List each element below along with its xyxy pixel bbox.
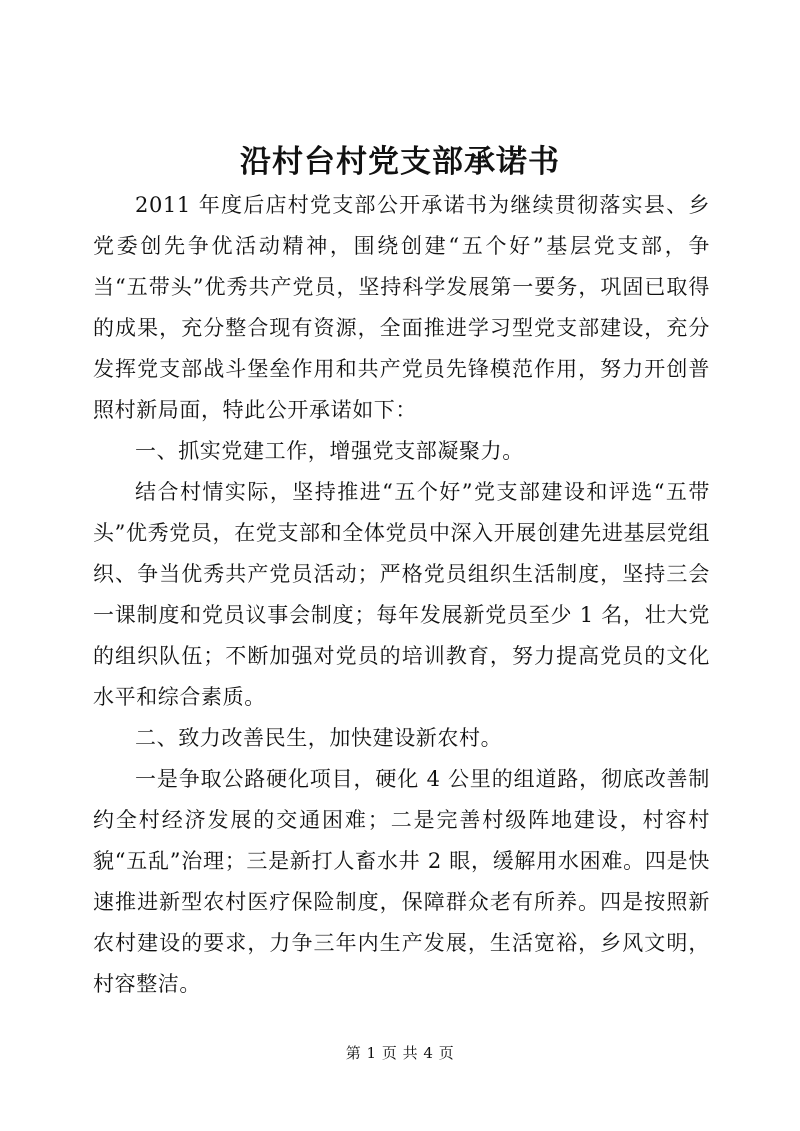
- document-title: 沿村台村党支部承诺书: [240, 144, 560, 180]
- intro-paragraph: 2011 年度后店村党支部公开承诺书为继续贯彻落实县、乡党委创先争优活动精神，围绕创建“五个好”基层党支部，争当“五带头”优秀共产党员，坚持科学发展第一要务，巩固已取得的成果，充分整合现有资源，全面推进学习型党支部建设，充分发挥党支部战斗堡垒作用和共产党员先锋模范作用，努力开创普照村新局面，特此公开承诺如下：: [93, 193, 710, 422]
- section-heading-1: 一、抓实党建工作，增强党支部凝聚力。: [135, 439, 524, 463]
- document-body: [93, 185, 710, 1005]
- section-paragraph-1: 结合村情实际，坚持推进“五个好”党支部建设和评选“五带头”优秀党员，在党支部和全体党员中深入开展创建先进基层党组织、争当优秀共产党员活动；严格党员组织生活制度，坚持三会一课制度和党员议事会制度；每年发展新党员至少 1 名，壮大党的组织队伍；不断加强对党员的培训教育，努力提高党员的文化水平和综合素质。: [93, 480, 710, 709]
- section-paragraph-2: 一是争取公路硬化项目，硬化 4 公里的组道路，彻底改善制约全村经济发展的交通困难；二是完善村级阵地建设，村容村貌“五乱”治理；三是新打人畜水井 2 眼，缓解用水困难。四是快速推进新型农村医疗保险制度，保障群众老有所养。四是按照新农村建设的要求，力争三年内生产发展，生活宽裕，乡风文明，村容整洁。: [93, 767, 710, 996]
- section-heading-2: 二、致力改善民生，加快建设新农村。: [135, 726, 503, 750]
- page-footer: 第 1 页 共 4 页: [345, 1044, 455, 1062]
